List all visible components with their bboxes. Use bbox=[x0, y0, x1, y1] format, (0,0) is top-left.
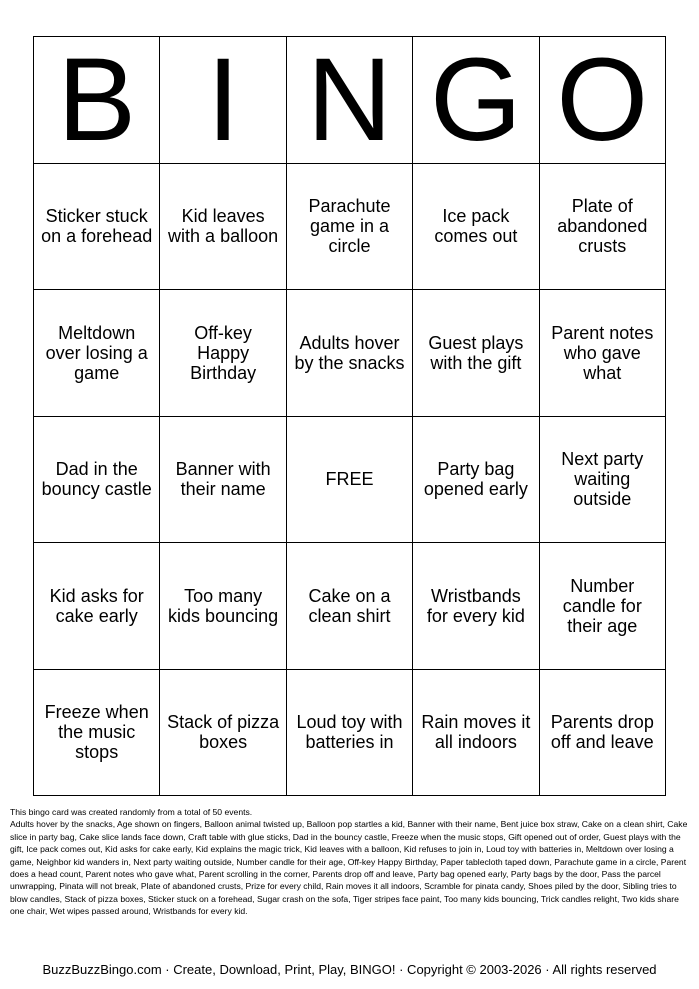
bingo-cell: Kid asks for cake early bbox=[34, 543, 160, 670]
bingo-cell: Party bag opened early bbox=[413, 417, 539, 544]
bingo-cell: Wristbands for every kid bbox=[413, 543, 539, 670]
bingo-cell: Number candle for their age bbox=[540, 543, 666, 670]
site-credit: BuzzBuzzBingo.com · Create, Download, Print, Play, BINGO! · Copyright © 2003-2026 · All rights reserved bbox=[42, 962, 657, 977]
card-summary: This bingo card was created randomly from a total of 50 events. bbox=[10, 807, 253, 817]
header-letter-g: G bbox=[413, 37, 539, 164]
bingo-cell: Banner with their name bbox=[160, 417, 286, 544]
bingo-cell: Loud toy with batteries in bbox=[287, 670, 413, 797]
bingo-cell: Dad in the bouncy castle bbox=[34, 417, 160, 544]
bingo-cell: Plate of abandoned crusts bbox=[540, 164, 666, 291]
bingo-cell: Meltdown over losing a game bbox=[34, 290, 160, 417]
bingo-cell: Next party waiting outside bbox=[540, 417, 666, 544]
bingo-cell: Off-key Happy Birthday bbox=[160, 290, 286, 417]
bingo-cell: Sticker stuck on a forehead bbox=[34, 164, 160, 291]
header-letter-n: N bbox=[287, 37, 413, 164]
header-letter-o: O bbox=[540, 37, 666, 164]
card-info bbox=[10, 806, 690, 917]
bingo-cell: Too many kids bouncing bbox=[160, 543, 286, 670]
header-letter-b: B bbox=[34, 37, 160, 164]
bingo-cell: Guest plays with the gift bbox=[413, 290, 539, 417]
bingo-cell: Kid leaves with a balloon bbox=[160, 164, 286, 291]
bingo-cell: Parents drop off and leave bbox=[540, 670, 666, 797]
event-list: Adults hover by the snacks, Age shown on fingers, Balloon animal twisted up, Balloon pop startles a kid, Banner with their name, Bent juice box straw, Cake on a clean shirt, Cake slice in party bag, Cake slice lands face down, Craft table with glue sticks, Dad in the bouncy castle, Freeze when the music stops, Gift opened out of order, Guest plays with the gift, Ice pack comes out, Kid asks for cake early, Kid explains the magic trick, Kid leaves with a balloon, Kid refuses to join in, Loud toy with batteries in, Meltdown over losing a game, Neighbor kid wanders in, Next party waiting outside, Number candle for their age, Off-key Happy Birthday, Paper tablecloth taped down, Parachute game in a circle, Parent does a head count, Parent notes who gave what, Parent scrolling in the corner, Parents drop off and leave, Party bag opened early, Party bags by the door, Pass the parcel unwrapping, Pinata will not break, Plate of abandoned crusts, Prize for every child, Rain moves it all indoors, Scramble for pinata candy, Shoes piled by the door, Sibling tries to blow candles, Stack of pizza boxes, Sticker stuck on a forehead, Sugar crash on the sofa, Tiger stripes face paint, Too many kids bouncing, Trick candles relight, Two kids share one chair, Wet wipes passed around, Wristbands for every kid. bbox=[10, 819, 688, 916]
header-letter-i: I bbox=[160, 37, 286, 164]
free-cell: FREE bbox=[287, 417, 413, 544]
bingo-cell: Rain moves it all indoors bbox=[413, 670, 539, 797]
bingo-cell: Freeze when the music stops bbox=[34, 670, 160, 797]
bingo-cell: Cake on a clean shirt bbox=[287, 543, 413, 670]
bingo-cell: Parachute game in a circle bbox=[287, 164, 413, 291]
bingo-cell: Stack of pizza boxes bbox=[160, 670, 286, 797]
bingo-cell: Parent notes who gave what bbox=[540, 290, 666, 417]
bingo-cell: Ice pack comes out bbox=[413, 164, 539, 291]
bingo-cell: Adults hover by the snacks bbox=[287, 290, 413, 417]
bingo-card bbox=[33, 33, 666, 796]
